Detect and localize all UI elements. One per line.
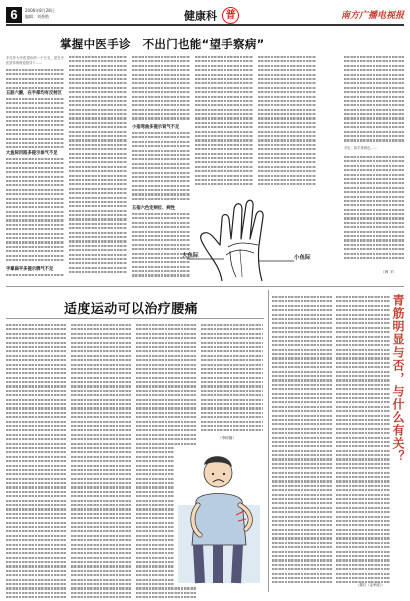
issue-date: 2006年8月28日 xyxy=(25,8,55,13)
top-article-author: （韩 平） xyxy=(381,270,397,274)
section-divider xyxy=(6,286,404,287)
column-1-text xyxy=(6,69,64,91)
subhead-2: 大鱼际凹陷多提示体气不足 xyxy=(6,151,58,156)
top-article-title: 掌握中医手诊 不出门也能“望手察病” xyxy=(60,37,265,51)
bottom-col-4 xyxy=(201,324,263,434)
paper-name: 南方广播电视报 xyxy=(340,11,404,21)
column-6-snippet: 多色：如手掌颜色…… xyxy=(344,146,377,150)
subhead-5: 五指六色定病位、病性 xyxy=(132,206,175,211)
column-1-text-4 xyxy=(6,274,64,278)
subhead-4: 小指弯曲多提示肾气不足 xyxy=(132,125,180,130)
page-header xyxy=(6,5,404,29)
bottom-left-article xyxy=(6,290,264,592)
bottom-right-author: （摘自《金家庭》） xyxy=(356,583,385,587)
section-mark: 普 xyxy=(222,7,239,24)
column-divider xyxy=(268,290,269,592)
bottom-col-1 xyxy=(6,324,66,601)
column-6-text-2 xyxy=(344,156,404,261)
subhead-1: 五脏六腑，在手部均有反射区 xyxy=(6,91,62,96)
column-3-text xyxy=(132,56,190,122)
bottom-right-title: 青筋明显与否，与什么有关？ xyxy=(391,294,405,463)
subhead-3: 手掌扁平多提示脾气不足 xyxy=(6,267,54,272)
section-title xyxy=(184,5,239,23)
back-pain-man-icon xyxy=(174,445,264,585)
column-5-text xyxy=(258,56,316,188)
column-6-text xyxy=(344,56,404,144)
bottom-right-article xyxy=(272,290,404,592)
bottom-col-2 xyxy=(71,324,131,601)
hand-illustration xyxy=(182,189,332,281)
palm-lines-icon xyxy=(182,189,332,281)
bottom-left-title-rule xyxy=(6,318,264,319)
label-thenar: 大鱼际 xyxy=(182,253,199,259)
label-hypothenar: 小鱼际 xyxy=(294,255,311,261)
column-4-text xyxy=(195,56,253,188)
column-2-text xyxy=(69,56,127,276)
bottom-left-author: （李树刚） xyxy=(218,436,236,440)
page-number: 6 xyxy=(6,7,22,23)
column-1-text-3 xyxy=(6,158,64,263)
header-rule xyxy=(6,24,404,26)
section-label: 健康科 xyxy=(184,9,217,23)
top-article xyxy=(6,52,404,282)
bottom-right-col-1 xyxy=(272,296,332,586)
back-pain-illustration xyxy=(174,445,264,585)
column-1-text-2 xyxy=(6,98,64,151)
bottom-right-col-2 xyxy=(336,296,390,586)
editor-credit: 编辑：刘香艳 xyxy=(25,14,49,19)
article-lead: 手纹作为中医望诊的一个分支，是在中医望诊的理论指导下…… xyxy=(6,56,64,65)
bottom-left-title: 适度运动可以治疗腰痛 xyxy=(64,302,199,317)
